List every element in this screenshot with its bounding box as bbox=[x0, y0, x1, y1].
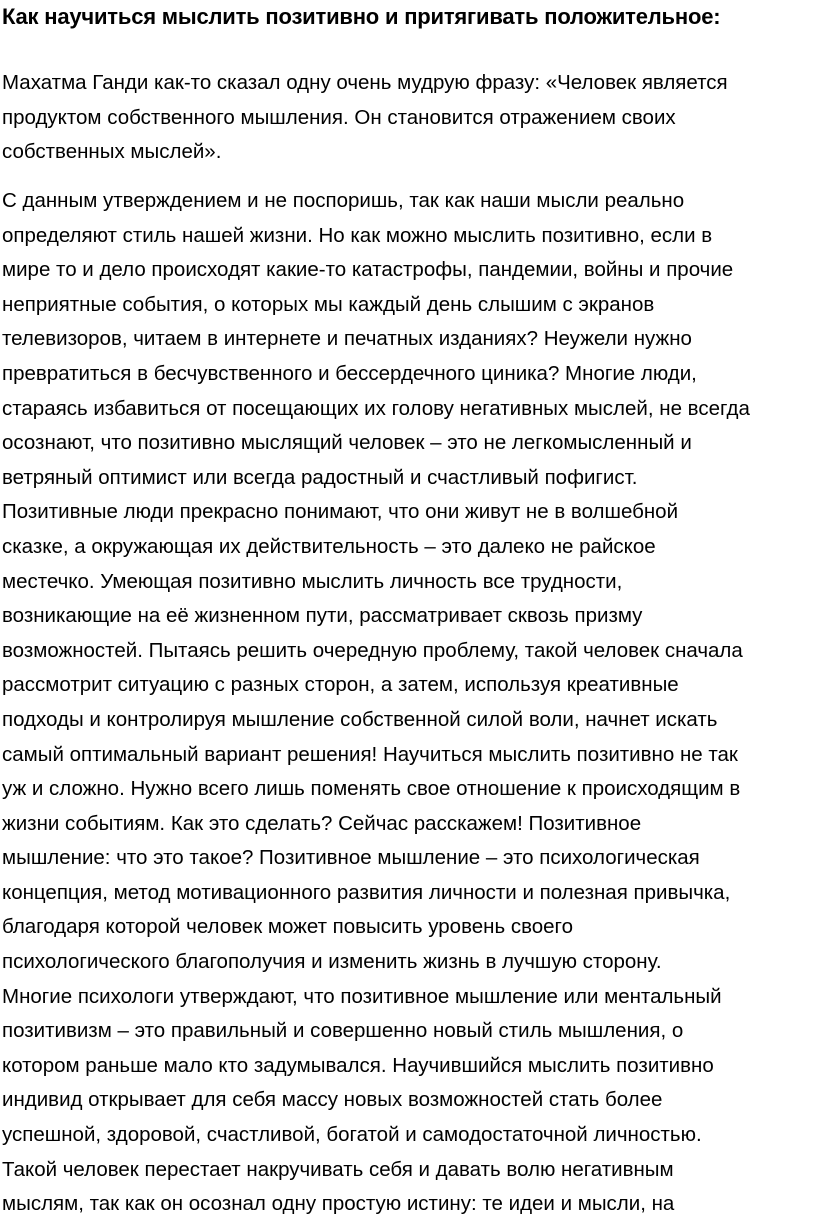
paragraph-quote bbox=[2, 66, 728, 170]
paragraph-body bbox=[2, 184, 750, 1222]
text-line: продуктом собственного мышления. Он становится отражением своих bbox=[2, 105, 676, 129]
text-line: мире то и дело происходят какие-то катастрофы, пандемии, войны и прочие bbox=[2, 258, 734, 282]
text-line: возможностей. Пытаясь решить очередную проблему, такой человек сначала bbox=[2, 638, 743, 662]
text-line: ветряный оптимист или всегда радостный и счастливый пофигист. bbox=[2, 465, 638, 489]
text-line: рассмотрит ситуацию с разных сторон, а затем, используя креативные bbox=[2, 673, 679, 697]
text-line: мыслям, так как он осознал одну простую истину: те идеи и мысли, на bbox=[2, 1192, 675, 1216]
text-line: возникающие на её жизненном пути, рассматривает сквозь призму bbox=[2, 604, 643, 628]
text-line: позитивизм – это правильный и совершенно новый стиль мышления, о bbox=[2, 1019, 684, 1043]
text-line: мышление: что это такое? Позитивное мышление – это психологическая bbox=[2, 846, 700, 870]
text-line: самый оптимальный вариант решения! Научиться мыслить позитивно не так bbox=[2, 742, 738, 766]
text-line: неприятные события, о которых мы каждый день слышим с экранов bbox=[2, 292, 655, 316]
text-line: успешной, здоровой, счастливой, богатой и самодостаточной личностью. bbox=[2, 1123, 702, 1147]
document-title: Как научиться мыслить позитивно и притягивать положительное: bbox=[2, 4, 721, 29]
text-line: жизни событиям. Как это сделать? Сейчас расскажем! Позитивное bbox=[2, 811, 642, 835]
text-line: психологического благополучия и изменить жизнь в лучшую сторону. bbox=[2, 950, 662, 974]
text-line: местечко. Умеющая позитивно мыслить личность все трудности, bbox=[2, 569, 623, 593]
text-line: сказке, а окружающая их действительность – это далеко не райское bbox=[2, 534, 656, 558]
text-line: определяют стиль нашей жизни. Но как можно мыслить позитивно, если в bbox=[2, 223, 713, 247]
text-line: С данным утверждением и не поспоришь, так как наши мысли реально bbox=[2, 189, 685, 212]
text-line: осознают, что позитивно мыслящий человек – это не легкомысленный и bbox=[2, 431, 692, 455]
text-line: концепция, метод мотивационного развития личности и полезная привычка, bbox=[2, 880, 731, 904]
text-line: уж и сложно. Нужно всего лишь поменять свое отношение к происходящим в bbox=[2, 777, 741, 801]
text-line: подходы и контролируя мышление собственной силой воли, начнет искать bbox=[2, 707, 718, 731]
text-line: Многие психологи утверждают, что позитивное мышление или ментальный bbox=[2, 984, 722, 1008]
text-line: телевизоров, читаем в интернете и печатных изданиях? Неужели нужно bbox=[2, 327, 692, 351]
text-line: индивид открывает для себя массу новых возможностей стать более bbox=[2, 1088, 663, 1112]
text-line: котором раньше мало кто задумывался. Научившийся мыслить позитивно bbox=[2, 1053, 714, 1077]
text-line: стараясь избавиться от посещающих их голову негативных мыслей, не всегда bbox=[2, 396, 750, 420]
text-line: Махатма Ганди как-то сказал одну очень мудрую фразу: «Человек является bbox=[2, 71, 728, 94]
text-line: превратиться в бесчувственного и бессердечного циника? Многие люди, bbox=[2, 361, 697, 385]
text-line: Такой человек перестает накручивать себя и давать волю негативным bbox=[2, 1157, 674, 1181]
text-line: собственных мыслей». bbox=[2, 140, 222, 164]
text-line: Позитивные люди прекрасно понимают, что они живут не в волшебной bbox=[2, 500, 679, 524]
text-line: благодаря которой человек может повысить уровень своего bbox=[2, 915, 573, 939]
